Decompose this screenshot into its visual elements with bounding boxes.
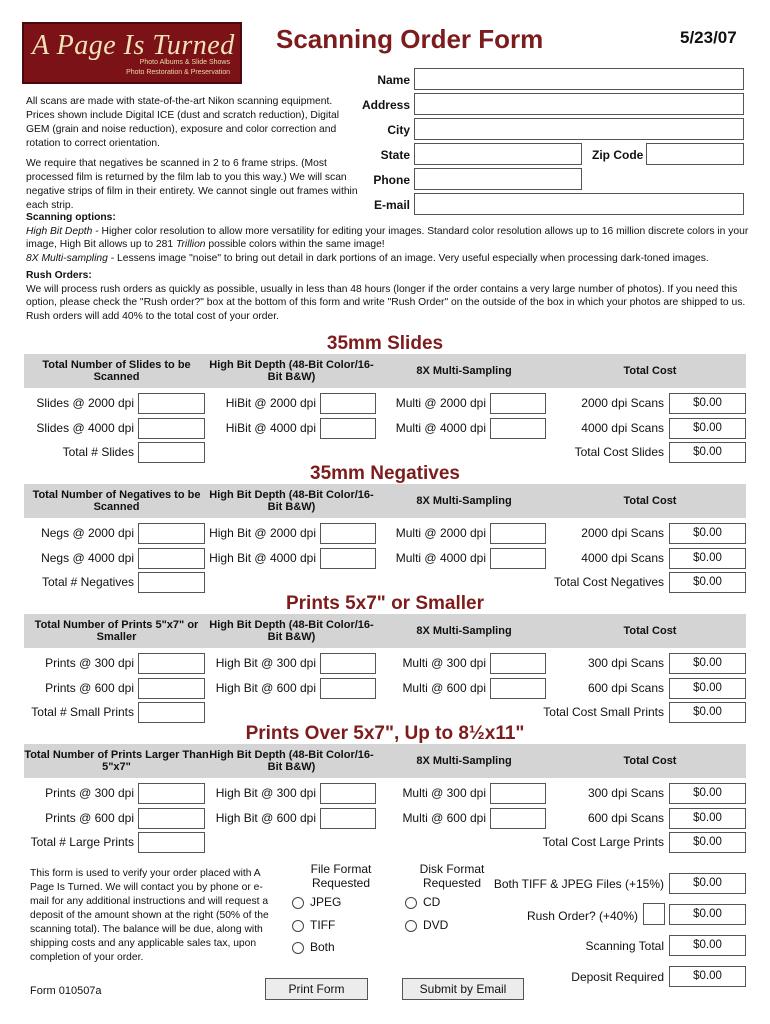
total-count-input[interactable] — [138, 572, 205, 593]
multi-input[interactable] — [490, 783, 546, 804]
rush-order-cost: $0.00 — [669, 904, 746, 925]
multi-label: Multi @ 600 dpi — [402, 681, 486, 695]
scan-cost-label: 600 dpi Scans — [587, 681, 664, 695]
scanning-options-heading: Scanning options: — [26, 212, 116, 223]
logo-title: A Page Is Turned — [32, 30, 235, 61]
hibit-label: High Bit @ 4000 dpi — [209, 551, 316, 565]
count-input[interactable] — [138, 653, 205, 674]
count-input[interactable] — [138, 523, 205, 544]
count-input[interactable] — [138, 418, 205, 439]
both-files-cost: $0.00 — [669, 873, 746, 894]
scan-cost-label: 4000 dpi Scans — [581, 551, 664, 565]
rush-text: We will process rush orders as quickly as possible, usually in less than 48 hours (longer if the order contains a very large number of photos). If you need this option, please check the "Rush order?" box at the bottom of this form and write "Rush Order" on the outside of the box in which your photos are shipped to us. Rush orders will add 40% to the total cost of your order. — [26, 283, 746, 322]
total-cost-label: Total Cost Negatives — [553, 575, 664, 589]
count-label: Prints @ 300 dpi — [45, 656, 134, 670]
address-label: Address — [361, 98, 410, 112]
multi-input[interactable] — [490, 523, 546, 544]
section-title: Prints Over 5x7", Up to 8½x11" — [245, 723, 525, 744]
count-label: Slides @ 2000 dpi — [36, 396, 134, 410]
form-date: 5/23/07 — [680, 28, 737, 47]
count-input[interactable] — [138, 678, 205, 699]
col-header-multi: 8X Multi-Sampling — [416, 365, 512, 377]
scan-cost-label: 2000 dpi Scans — [581, 396, 664, 410]
deposit-required-label: Deposit Required — [571, 970, 664, 984]
multi-input[interactable] — [490, 678, 546, 699]
hibit-label: High Bit @ 300 dpi — [215, 656, 316, 670]
total-cost-value: $0.00 — [669, 832, 746, 853]
hibit-label: HiBit @ 2000 dpi — [225, 396, 316, 410]
rush-order-checkbox[interactable] — [643, 903, 665, 925]
section-title: 35mm Slides — [326, 333, 444, 354]
col-header-total-cost: Total Cost — [623, 365, 677, 377]
section-title: Prints 5x7" or Smaller — [285, 593, 485, 614]
logo-tagline: Photo Albums & Slide Shows — [139, 59, 230, 66]
zip-label: Zip Code — [592, 148, 644, 162]
count-label: Negs @ 4000 dpi — [41, 551, 134, 565]
multi-label: Multi @ 2000 dpi — [395, 526, 486, 540]
multi-desc: - Lessens image "noise" to bring out detail in dark portions of an image. Very useful especially when processing dark-toned images. — [107, 252, 709, 264]
col-header-multi: 8X Multi-Sampling — [416, 625, 512, 637]
hibit-trillion: Trillion — [175, 239, 206, 250]
name-label: Name — [377, 73, 410, 87]
col-header-total-cost: Total Cost — [623, 755, 677, 767]
disk-format-header: Disk Format Requested — [419, 862, 485, 890]
logo-tagline: Photo Restoration & Preservation — [126, 69, 230, 76]
scan-cost-value: $0.00 — [669, 393, 746, 414]
total-count-input[interactable] — [138, 442, 205, 463]
hibit-desc: - Higher color resolution to allow more versatility for editing your images. Standard color resolution allows up to 16 million discrete colors in your image, High Bit allows up to 281 — [26, 225, 749, 250]
hibit-input[interactable] — [320, 808, 376, 829]
rush-order-label: Rush Order? (+40%) — [526, 909, 638, 923]
hibit-desc: possible colors within the same image! — [205, 239, 385, 250]
scan-cost-label: 300 dpi Scans — [587, 786, 664, 800]
multi-input[interactable] — [490, 548, 546, 569]
col-header-count: Total Number of Prints Larger Than 5"x7" — [24, 749, 209, 773]
name-field[interactable] — [414, 68, 744, 90]
multi-input[interactable] — [490, 393, 546, 414]
both-files-label: Both TIFF & JPEG Files (+15%) — [493, 877, 664, 891]
city-label: City — [387, 123, 410, 137]
scanning-total-value: $0.00 — [669, 935, 746, 956]
email-label: E-mail — [373, 198, 410, 212]
file-format-option-both[interactable] — [292, 940, 335, 954]
count-label: Prints @ 300 dpi — [45, 786, 134, 800]
rush-heading: Rush Orders: — [26, 270, 92, 281]
col-header-count: Total Number of Slides to be Scanned — [42, 359, 191, 383]
multi-label: Multi @ 4000 dpi — [395, 421, 486, 435]
scanning-options — [26, 211, 750, 323]
intro-text — [26, 95, 358, 219]
multi-input[interactable] — [490, 653, 546, 674]
total-count-label: Total # Negatives — [41, 575, 134, 589]
total-count-input[interactable] — [138, 702, 205, 723]
disk-format-option-dvd[interactable] — [405, 918, 448, 932]
hibit-label: HiBit @ 4000 dpi — [225, 421, 316, 435]
col-header-total-cost: Total Cost — [623, 625, 677, 637]
hibit-label: High Bit @ 600 dpi — [215, 681, 316, 695]
company-logo — [22, 22, 242, 84]
scan-cost-label: 4000 dpi Scans — [581, 421, 664, 435]
state-label: State — [380, 148, 410, 162]
state-field[interactable] — [414, 143, 582, 165]
total-count-label: Total # Small Prints — [31, 705, 134, 719]
scan-cost-value: $0.00 — [669, 808, 746, 829]
option-label: DVD — [423, 918, 449, 932]
hibit-term: High Bit Depth — [26, 225, 93, 237]
count-input[interactable] — [138, 548, 205, 569]
count-label: Slides @ 4000 dpi — [36, 421, 134, 435]
phone-field[interactable] — [414, 168, 582, 190]
count-label: Negs @ 2000 dpi — [41, 526, 134, 540]
print-form-button[interactable]: Print Form — [265, 978, 368, 1000]
section-header-band — [24, 484, 746, 518]
multi-label: Multi @ 300 dpi — [402, 786, 486, 800]
col-header-hibit: High Bit Depth (48-Bit Color/16-Bit B&W) — [209, 359, 374, 383]
col-header-multi: 8X Multi-Sampling — [416, 495, 512, 507]
zip-field[interactable] — [646, 143, 744, 165]
radio-icon[interactable] — [292, 920, 304, 932]
hibit-input[interactable] — [320, 548, 376, 569]
count-label: Prints @ 600 dpi — [45, 811, 134, 825]
intro-paragraph: All scans are made with state-of-the-art Nikon scanning equipment. Prices shown include Digital ICE (dust and scratch reduction), Digital GEM (grain and noise reduction), exposure and color correction and rotation to correct orientation. — [26, 96, 340, 149]
count-label: Prints @ 600 dpi — [45, 681, 134, 695]
multi-input[interactable] — [490, 418, 546, 439]
file-format-option-tiff[interactable] — [292, 918, 335, 932]
total-count-label: Total # Slides — [62, 445, 134, 459]
scan-cost-label: 2000 dpi Scans — [581, 526, 664, 540]
total-count-label: Total # Large Prints — [30, 835, 134, 849]
col-header-hibit: High Bit Depth (48-Bit Color/16-Bit B&W) — [209, 489, 374, 513]
section-header-band — [24, 744, 746, 778]
scan-cost-value: $0.00 — [669, 678, 746, 699]
total-cost-label: Total Cost Slides — [574, 445, 664, 459]
disk-format-option-cd[interactable] — [405, 895, 440, 909]
count-input[interactable] — [138, 393, 205, 414]
hibit-input[interactable] — [320, 523, 376, 544]
col-header-multi: 8X Multi-Sampling — [416, 755, 512, 767]
address-field[interactable] — [414, 93, 744, 115]
hibit-input[interactable] — [320, 418, 376, 439]
total-cost-value: $0.00 — [669, 702, 746, 723]
col-header-hibit: High Bit Depth (48-Bit Color/16-Bit B&W) — [209, 619, 374, 643]
scan-cost-label: 300 dpi Scans — [587, 656, 664, 670]
count-input[interactable] — [138, 808, 205, 829]
scanning-total-label: Scanning Total — [585, 939, 664, 953]
option-label: Both — [310, 940, 335, 954]
total-cost-value: $0.00 — [669, 572, 746, 593]
city-field[interactable] — [414, 118, 744, 140]
radio-icon[interactable] — [292, 942, 304, 954]
hibit-label: High Bit @ 2000 dpi — [209, 526, 316, 540]
multi-label: Multi @ 300 dpi — [402, 656, 486, 670]
count-input[interactable] — [138, 783, 205, 804]
col-header-count: Total Number of Negatives to be Scanned — [32, 489, 201, 513]
footer-note: This form is used to verify your order placed with A Page Is Turned. We will contact you by phone or e-mail for any additional instructions and will request a deposit of the amount shown at the right (50% of the scanning total). The balance will be due, along with shipping costs and any applicable sales tax, upon completion of your order. — [30, 868, 269, 963]
total-cost-label: Total Cost Small Prints — [543, 705, 664, 719]
multi-label: Multi @ 4000 dpi — [395, 551, 486, 565]
scan-cost-value: $0.00 — [669, 418, 746, 439]
scan-cost-value: $0.00 — [669, 783, 746, 804]
radio-icon[interactable] — [405, 897, 417, 909]
col-header-count: Total Number of Prints 5"x7" or Smaller — [34, 619, 199, 643]
form-number: Form 010507a — [30, 985, 102, 997]
radio-icon[interactable] — [292, 897, 304, 909]
section-header-band — [24, 614, 746, 648]
multi-label: Multi @ 600 dpi — [402, 811, 486, 825]
total-count-input[interactable] — [138, 832, 205, 853]
multi-label: Multi @ 2000 dpi — [395, 396, 486, 410]
scan-cost-value: $0.00 — [669, 653, 746, 674]
option-label: CD — [423, 895, 441, 909]
intro-paragraph: We require that negatives be scanned in 2 to 6 frame strips. (Most processed film is returned by the film lab to you this way.) We will scan negative strips of film in their entirety. We cannot single out frames within each strip. — [26, 158, 358, 211]
multi-term: 8X Multi-sampling — [26, 252, 108, 264]
file-format-option-jpeg[interactable] — [292, 895, 341, 909]
section-title: 35mm Negatives — [310, 463, 460, 484]
scan-cost-value: $0.00 — [669, 523, 746, 544]
deposit-required-value: $0.00 — [669, 966, 746, 987]
hibit-label: High Bit @ 600 dpi — [215, 811, 316, 825]
option-label: TIFF — [310, 918, 336, 932]
phone-label: Phone — [373, 173, 410, 187]
hibit-input[interactable] — [320, 783, 376, 804]
radio-icon[interactable] — [405, 920, 417, 932]
option-label: JPEG — [310, 895, 342, 909]
total-cost-value: $0.00 — [669, 442, 746, 463]
total-cost-label: Total Cost Large Prints — [542, 835, 664, 849]
page-title: Scanning Order Form — [276, 24, 544, 54]
col-header-total-cost: Total Cost — [623, 495, 677, 507]
hibit-label: High Bit @ 300 dpi — [215, 786, 316, 800]
col-header-hibit: High Bit Depth (48-Bit Color/16-Bit B&W) — [209, 749, 374, 773]
file-format-header: File Format Requested — [310, 862, 372, 890]
scan-cost-value: $0.00 — [669, 548, 746, 569]
hibit-input[interactable] — [320, 678, 376, 699]
hibit-input[interactable] — [320, 393, 376, 414]
scan-cost-label: 600 dpi Scans — [587, 811, 664, 825]
hibit-input[interactable] — [320, 653, 376, 674]
multi-input[interactable] — [490, 808, 546, 829]
submit-by-email-button[interactable]: Submit by Email — [402, 978, 524, 1000]
section-header-band — [24, 354, 746, 388]
